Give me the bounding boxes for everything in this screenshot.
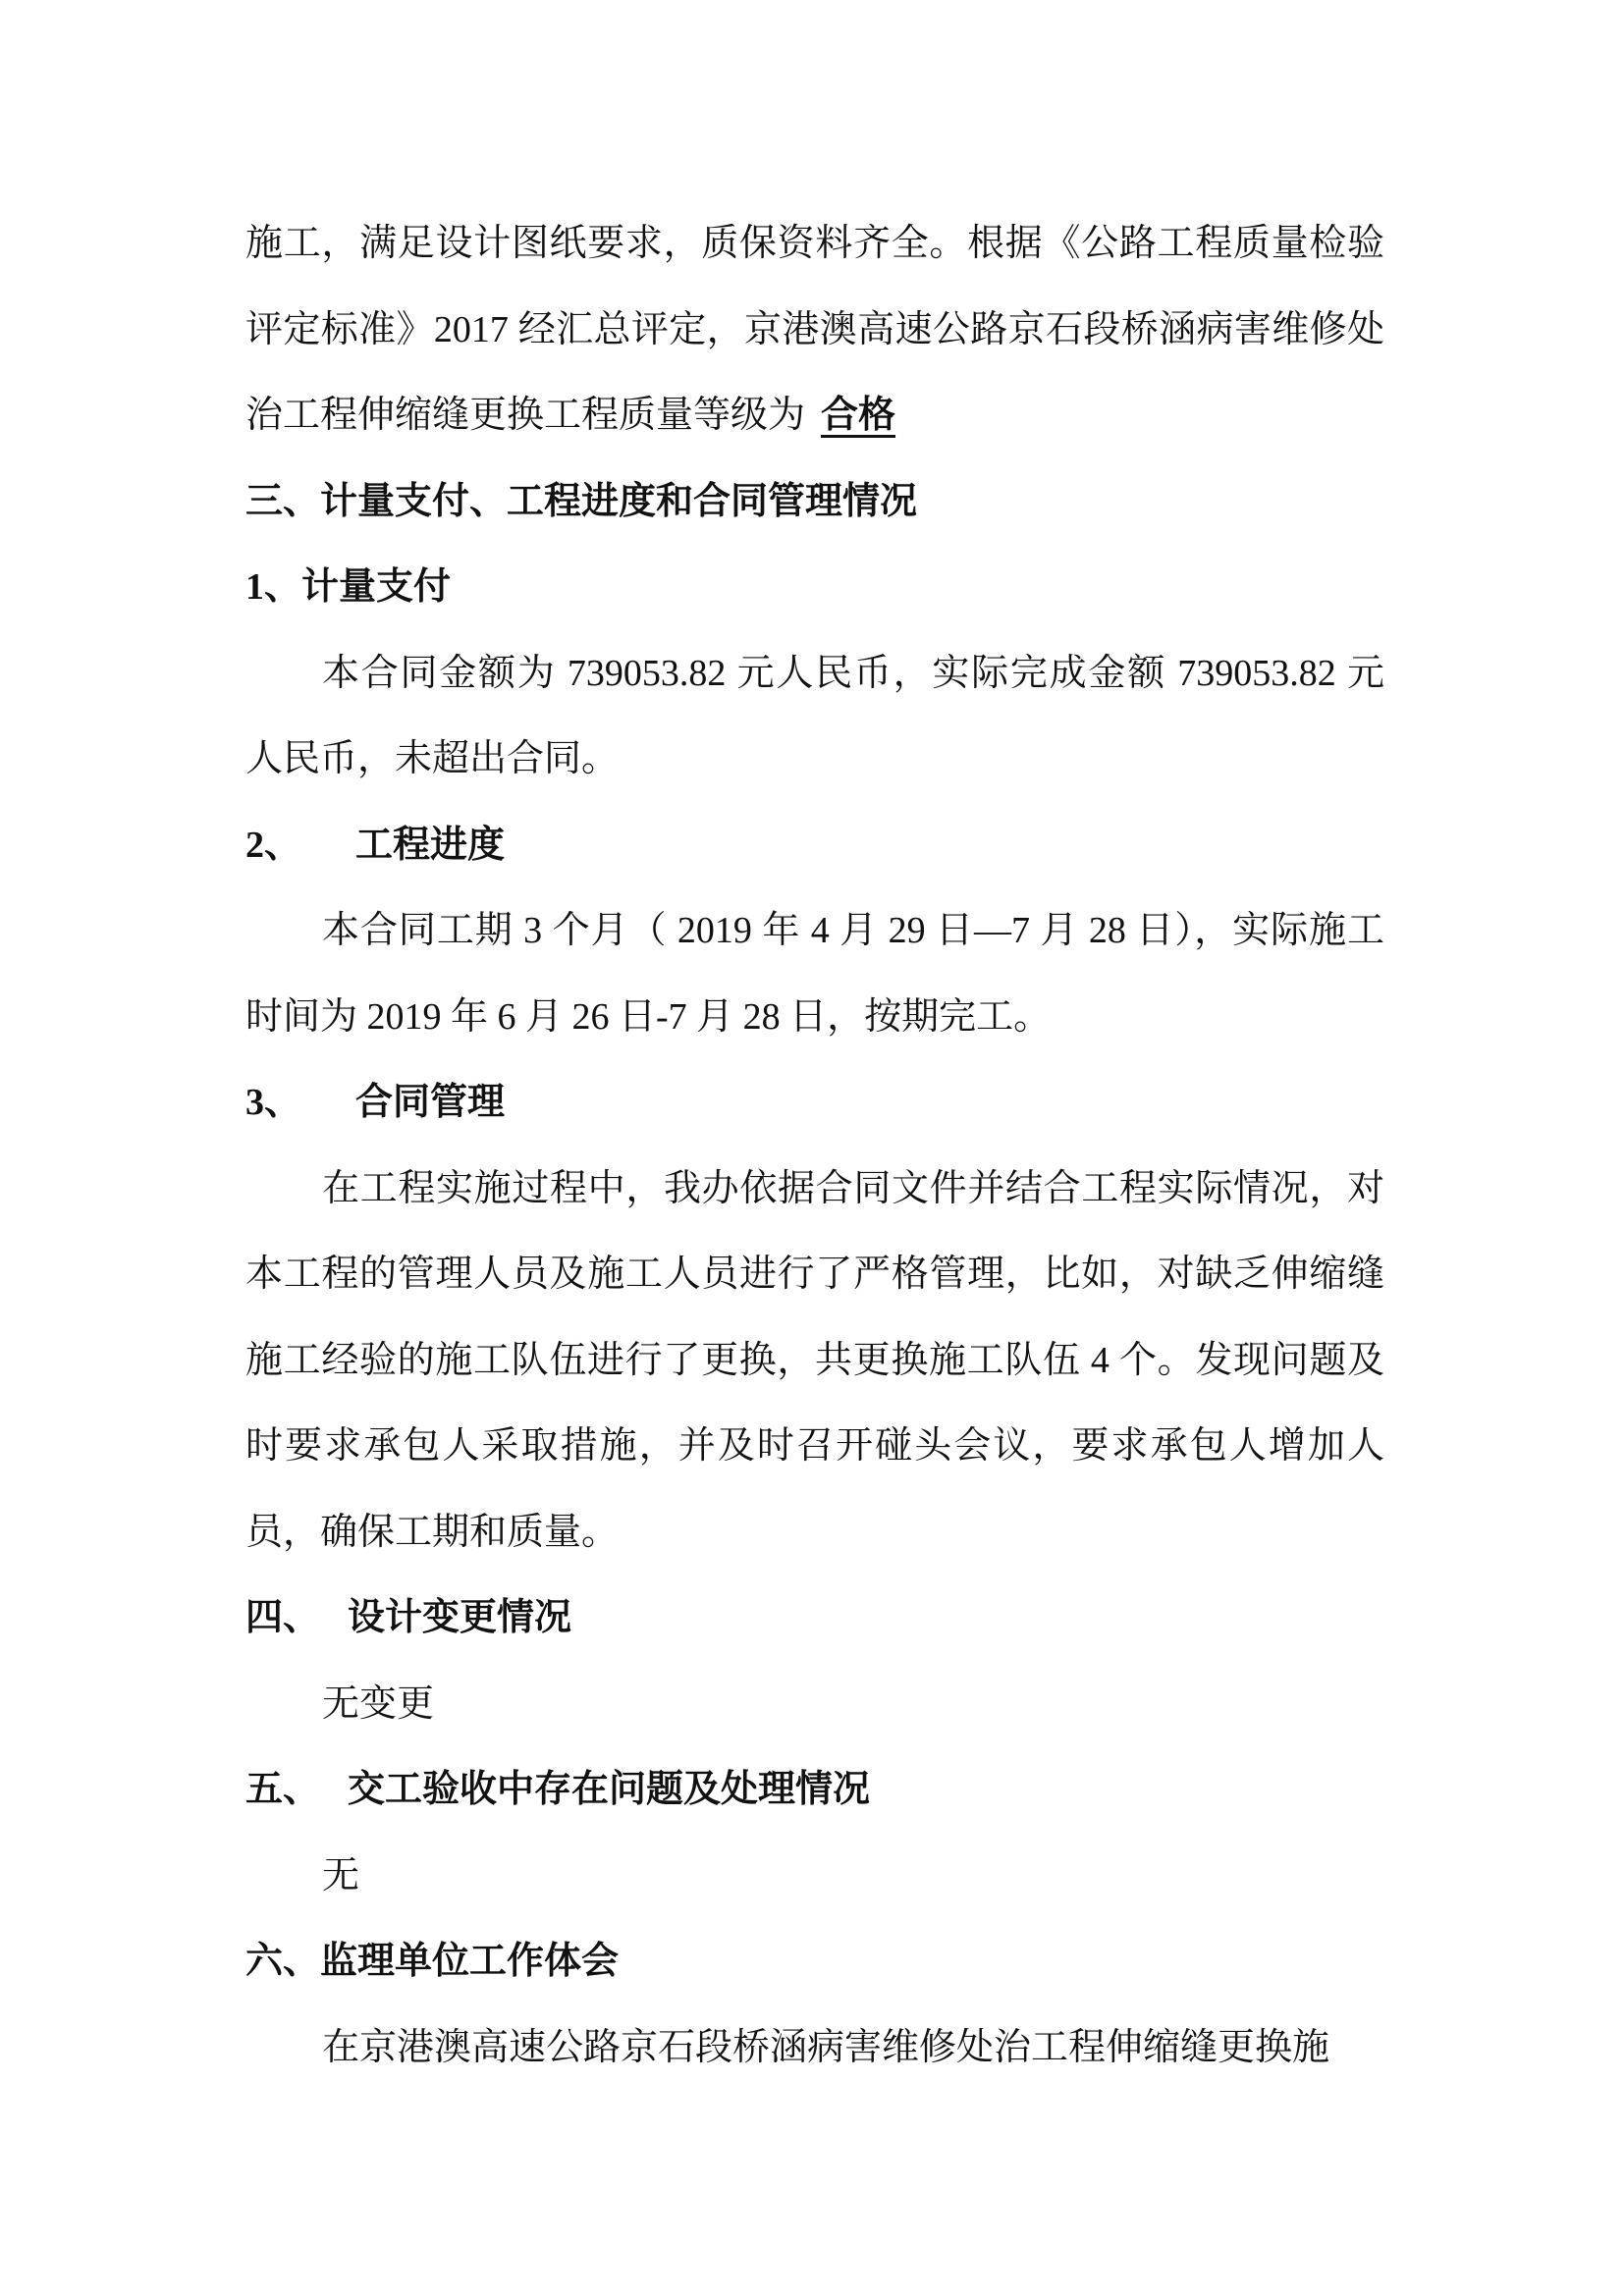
- intro-paragraph: [245, 201, 1384, 459]
- section3-number: 三、: [245, 480, 321, 522]
- progress-paragraph: 本合同工期 3 个月（ 2019 年 4 月 29 日—7 月 28 日），实际施工时间为 2019 年 6 月 26 日-7 月 28 日，按期完工。: [245, 910, 1384, 1038]
- section6-body: 在京港澳高速公路京石段桥涵病害维修处治工程伸缩缝更换施: [322, 2026, 1330, 2068]
- section3-sub2-number: 2、: [245, 824, 302, 866]
- section4-title: 设计变更情况: [348, 1597, 572, 1638]
- contract-management-paragraph: 在工程实施过程中，我办依据合同文件并结合工程实际情况，对本工程的管理人员及施工人员进行了严格管理，比如，对缺乏伸缩缝施工经验的施工队伍进行了更换，共更换施工队伍 4 个。发现问题及时要求承包人采取措施，并及时召开碰头会议，要求承包人增加人员，确保工期和质量。: [245, 1167, 1384, 1553]
- section4-heading: [245, 1575, 1384, 1662]
- section4-number: 四、: [245, 1597, 321, 1638]
- section5-body: 无: [322, 1854, 360, 1896]
- section3-sub1-title: 计量支付: [301, 566, 452, 608]
- section3-sub3-title: 合同管理: [355, 1082, 506, 1123]
- section6-title: 监理单位工作体会: [320, 1941, 620, 1982]
- section5-number: 五、: [245, 1769, 321, 1810]
- section4-body: 无变更: [322, 1682, 435, 1725]
- section3-sub1-heading: [245, 545, 1384, 631]
- section3-sub3-heading: [245, 1060, 1384, 1147]
- section6-heading: [245, 1919, 1384, 2005]
- section3-title: 计量支付、工程进度和合同管理情况: [320, 480, 918, 522]
- section6-number: 六、: [245, 1941, 321, 1982]
- section3-sub2-heading: [245, 803, 1384, 889]
- section5-title: 交工验收中存在问题及处理情况: [348, 1769, 871, 1810]
- section3-sub3-number: 3、: [245, 1082, 302, 1123]
- section5-heading: [245, 1747, 1384, 1834]
- quality-grade-value: 合格: [821, 395, 896, 436]
- payment-paragraph: 本合同金额为 739053.82 元人民币，实际完成金额 739053.82 元人民币，未超出合同。: [245, 652, 1384, 779]
- section3-heading: [245, 459, 1384, 546]
- section3-sub1-number: 1、: [245, 566, 302, 608]
- section3-sub2-title: 工程进度: [355, 824, 506, 866]
- intro-text: 施工，满足设计图纸要求，质保资料齐全。根据《公路工程质量检验评定标准》2017 经汇总评定，京港澳高速公路京石段桥涵病害维修处治工程伸缩缝更换工程质量等级为: [245, 223, 1384, 436]
